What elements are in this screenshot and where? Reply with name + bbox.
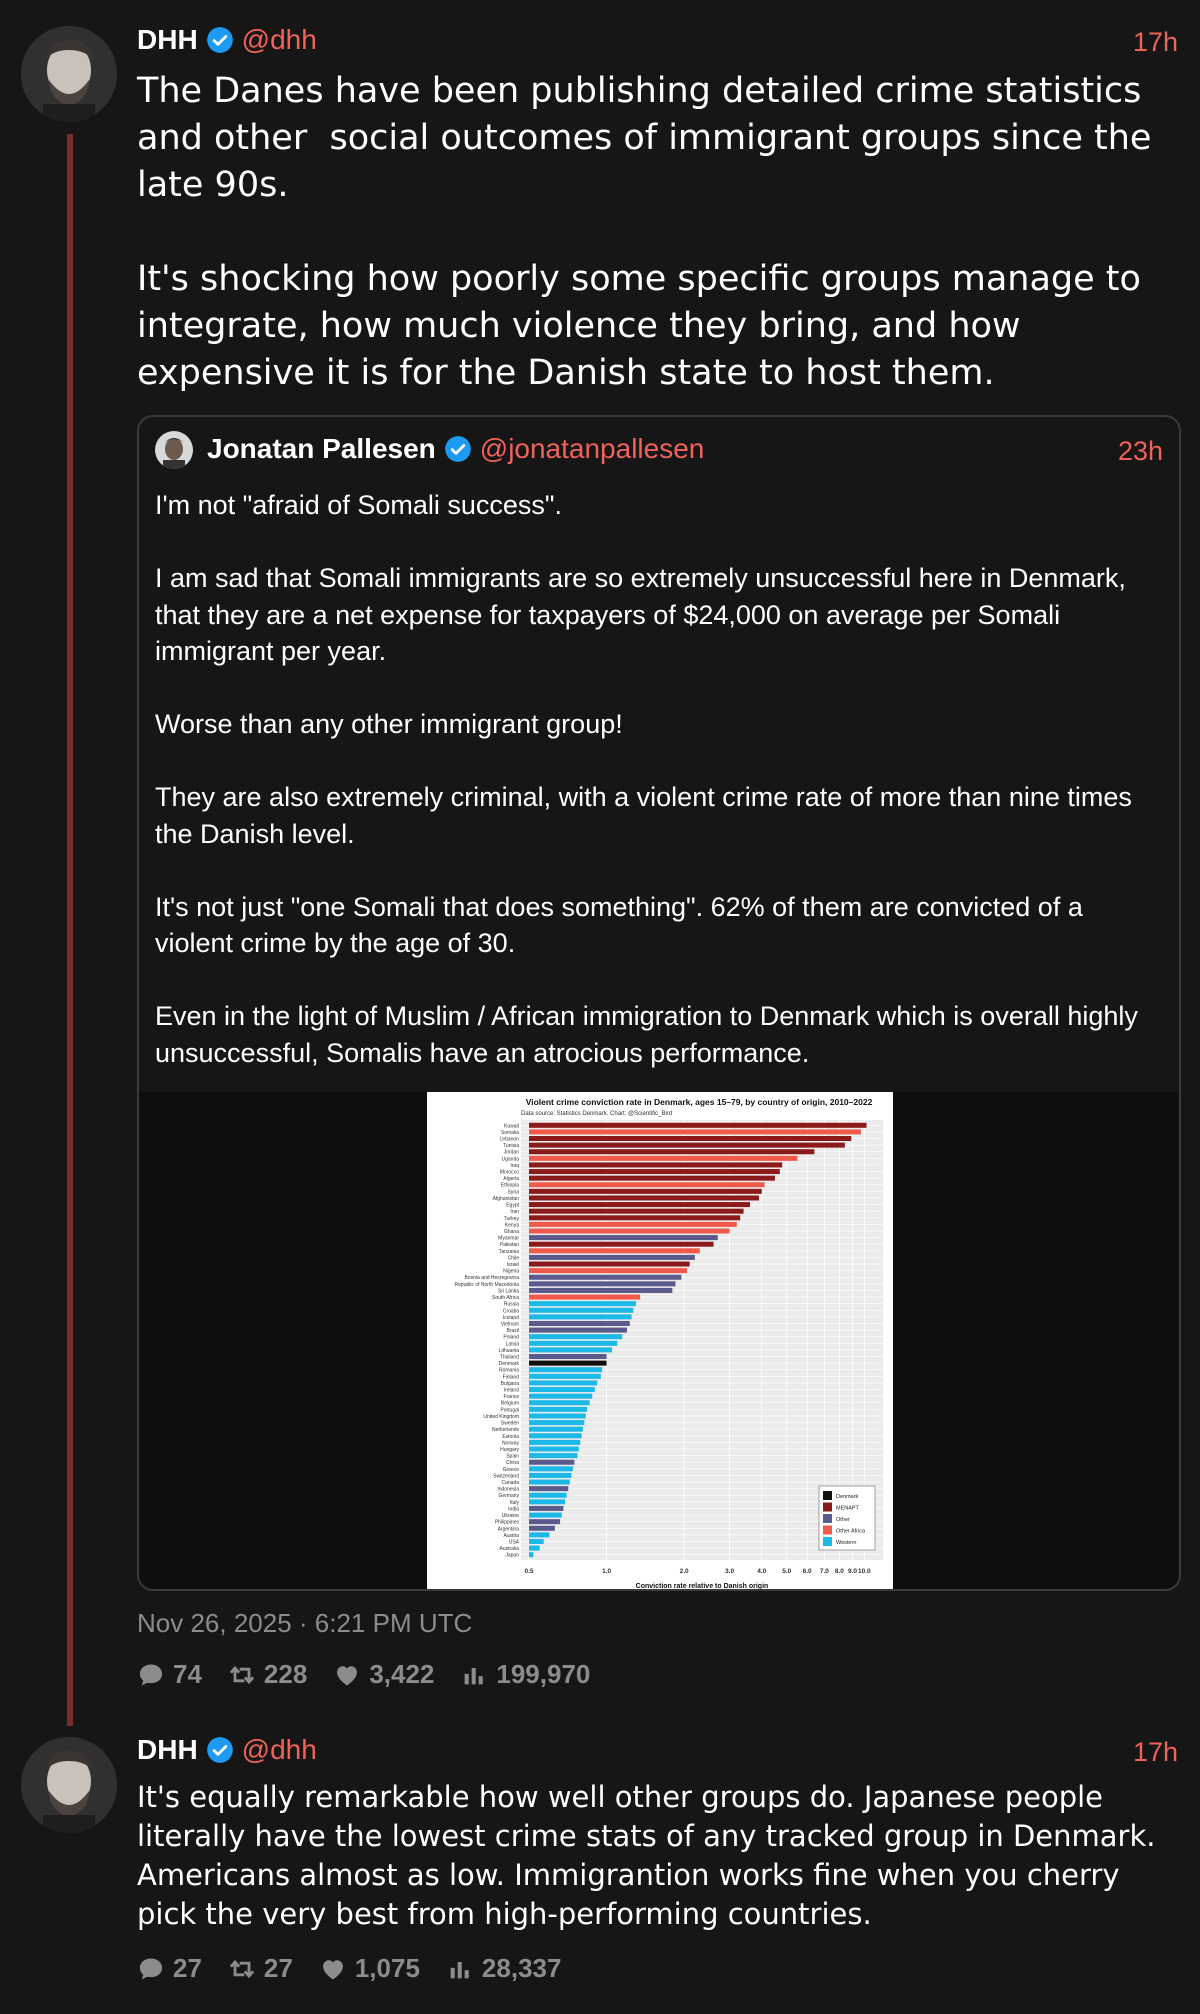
bar-tunisia — [529, 1143, 845, 1148]
bar-bulgaria — [529, 1380, 597, 1385]
bar-japan — [529, 1552, 533, 1557]
bar-denmark — [529, 1361, 607, 1366]
avatar-portrait — [21, 26, 117, 122]
like-button[interactable] — [319, 1953, 420, 1984]
legend-label: MENAPT — [836, 1505, 859, 1512]
category-label: Lithuania — [498, 1347, 519, 1354]
views-icon — [460, 1661, 488, 1689]
heart-icon — [319, 1955, 347, 1983]
retweet-icon — [228, 1955, 256, 1983]
bar-croatia — [529, 1308, 633, 1313]
bar-ghana — [529, 1228, 730, 1233]
category-label: Tanzania — [498, 1248, 519, 1255]
bar-sweden — [529, 1420, 584, 1425]
quote-time[interactable]: 23h — [1117, 436, 1163, 466]
bar-myanmar — [529, 1235, 718, 1240]
category-label: Greece — [502, 1466, 519, 1473]
bar-morocco — [529, 1169, 780, 1174]
comment-icon — [137, 1955, 165, 1983]
legend-swatch — [823, 1503, 832, 1512]
bar-philippines — [529, 1519, 560, 1524]
legend-label: Western — [836, 1540, 857, 1546]
category-label: Hungary — [500, 1446, 519, 1453]
bar-russia — [529, 1301, 636, 1306]
x-tick-label: 10.0 — [858, 1568, 871, 1575]
category-label: Philippines — [494, 1519, 519, 1526]
chart-x-ticks — [524, 1568, 871, 1575]
bar-bosnia-and-herzegovina — [529, 1275, 681, 1280]
quote-author-name[interactable]: Jonatan Pallesen — [207, 433, 436, 464]
category-label: Poland — [503, 1334, 519, 1341]
bar-israel — [529, 1262, 690, 1267]
bar-chart[interactable] — [427, 1092, 893, 1591]
category-label: Romania — [498, 1367, 519, 1374]
chart-subtitle: Data source: Statistics Denmark. Chart: @Scientific_Bird — [521, 1111, 673, 1117]
quote-author-handle[interactable]: @jonatanpallesen — [479, 433, 705, 464]
bar-estonia — [529, 1433, 582, 1438]
bar-somalia — [529, 1129, 861, 1134]
bar-spain — [529, 1453, 577, 1458]
category-label: Italy — [509, 1499, 519, 1506]
quoted-tweet[interactable] — [137, 415, 1181, 1591]
like-button[interactable] — [333, 1659, 434, 1690]
category-label: India — [508, 1506, 519, 1513]
category-label: Belgium — [500, 1400, 519, 1407]
tweet-stats — [137, 1659, 590, 1690]
bar-jordan — [529, 1149, 814, 1154]
bar-tanzania — [529, 1248, 700, 1253]
x-tick-label: 8.0 — [834, 1568, 844, 1575]
legend-swatch — [823, 1537, 832, 1546]
bar-south-africa — [529, 1295, 640, 1300]
author-handle[interactable]: @dhh — [241, 1734, 317, 1765]
retweet-count: 27 — [263, 1953, 293, 1983]
category-label: Vietnam — [500, 1321, 519, 1328]
bar-turkey — [529, 1215, 740, 1220]
category-label: Pakistan — [499, 1242, 519, 1249]
author-handle[interactable]: @dhh — [241, 24, 317, 55]
bar-india — [529, 1506, 563, 1511]
views-button[interactable] — [460, 1659, 590, 1690]
bar-syria — [529, 1189, 762, 1194]
retweet-button[interactable] — [228, 1659, 307, 1690]
category-label: Latvia — [505, 1341, 519, 1348]
category-label: Croatia — [502, 1308, 519, 1315]
views-count: 199,970 — [496, 1659, 591, 1689]
category-label: Netherlands — [492, 1427, 519, 1434]
category-label: Austria — [503, 1532, 519, 1539]
x-tick-label: 5.0 — [782, 1568, 792, 1575]
quote-text: I'm not "afraid of Somali success". I am sad that Somali immigrants are so extremely unsuccessful here in Denmark, that they are a net expense for taxpayers of $24,000 on average per Somali immigrant per year. Worse than any other immigrant group! They are also extremely criminal, with a violent crime rate of more than nine times the Danish level. It's not just "one Somali that does something". 62% of them are convicted of a violent crime by the age of 30. Even in the light of Muslim / African immigration to Denmark which is overall highly unsuccessful, Somalis have an atrocious performance. — [155, 490, 1138, 1068]
category-label: France — [503, 1394, 519, 1401]
bar-brazil — [529, 1328, 627, 1333]
retweet-button[interactable] — [228, 1953, 293, 1984]
bar-switzerland — [529, 1473, 571, 1478]
bar-netherlands — [529, 1427, 583, 1432]
bar-ethiopia — [529, 1182, 765, 1187]
category-label: Somalia — [500, 1129, 519, 1136]
bar-argentina — [529, 1526, 555, 1531]
bar-hungary — [529, 1446, 579, 1451]
tweet-timestamp[interactable]: Nov 26, 2025 · 6:21 PM UTC — [137, 1608, 473, 1638]
bar-iraq — [529, 1162, 782, 1167]
category-label: Norway — [502, 1440, 519, 1447]
bar-vietnam — [529, 1321, 630, 1326]
views-button[interactable] — [446, 1953, 562, 1984]
reply-button[interactable] — [137, 1659, 202, 1690]
category-label: Chile — [507, 1255, 519, 1262]
tweet-text: The Danes have been publishing detailed crime statistics and other social outcomes of immigrant groups since the late 90s. It's shocking how poorly some specific groups manage to integrate, how much violence they bring, and how expensive it is for the Danish state to host them. — [137, 71, 1152, 393]
bar-lebanon — [529, 1136, 851, 1141]
retweet-count: 228 — [263, 1659, 308, 1689]
category-label: Argentina — [497, 1526, 519, 1533]
bar-afghanistan — [529, 1195, 759, 1200]
comment-icon — [137, 1661, 165, 1689]
category-label: South Africa — [492, 1295, 519, 1302]
tweet-time[interactable]: 17h — [1132, 27, 1178, 57]
x-tick-label: 4.0 — [757, 1568, 767, 1575]
category-label: Japan — [505, 1552, 519, 1559]
bar-austria — [529, 1532, 549, 1537]
views-icon — [446, 1955, 474, 1983]
verified-badge-icon — [444, 435, 472, 463]
bar-lithuania — [529, 1347, 612, 1352]
category-label: Thailand — [499, 1354, 519, 1361]
legend-swatch — [823, 1514, 832, 1523]
bar-greece — [529, 1466, 573, 1471]
avatar[interactable] — [21, 26, 117, 122]
reply-button[interactable] — [137, 1953, 202, 1984]
category-label: Iraq — [510, 1162, 519, 1169]
category-label: Egypt — [506, 1202, 519, 1209]
category-label: Lebanon — [499, 1136, 519, 1143]
legend-label: Other Africa — [836, 1528, 866, 1535]
bar-republic-of-north-macedonia — [529, 1281, 675, 1286]
like-count: 1,075 — [354, 1953, 420, 1983]
category-label: Portugal — [500, 1407, 519, 1414]
category-label: Uganda — [501, 1156, 519, 1163]
category-label: Spain — [506, 1453, 519, 1460]
like-count: 3,422 — [369, 1659, 435, 1689]
legend-swatch — [823, 1526, 832, 1535]
bar-finland — [529, 1374, 601, 1379]
bar-romania — [529, 1367, 602, 1372]
category-label: Ethiopia — [500, 1182, 519, 1189]
x-tick-label: 7.0 — [819, 1568, 829, 1575]
quote-media[interactable] — [139, 1092, 1181, 1591]
thread-line — [67, 134, 73, 1726]
category-label: Myanmar — [498, 1235, 519, 1242]
tweet-header — [137, 24, 317, 56]
category-label: Republic of North Macedonia — [454, 1281, 519, 1288]
bar-pakistan — [529, 1242, 714, 1247]
quote-avatar[interactable] — [155, 431, 193, 469]
verified-badge-icon — [206, 26, 234, 54]
category-label: Afghanistan — [492, 1195, 519, 1202]
category-label: United Kingdom — [483, 1413, 519, 1420]
category-label: Ireland — [503, 1387, 519, 1394]
reply-count: 27 — [173, 1953, 202, 1983]
category-label: Israel — [506, 1262, 519, 1269]
quote-header — [207, 433, 704, 465]
avatar-portrait — [21, 1737, 117, 1833]
x-tick-label: 2.0 — [679, 1568, 689, 1575]
chart-legend — [819, 1486, 875, 1550]
category-label: Denmark — [498, 1361, 519, 1368]
bar-australia — [529, 1546, 540, 1551]
bar-germany — [529, 1493, 567, 1498]
quote-avatar-portrait — [155, 431, 193, 469]
legend-label: Other — [836, 1517, 850, 1523]
retweet-icon — [228, 1661, 256, 1689]
bar-united-kingdom — [529, 1413, 586, 1418]
bar-portugal — [529, 1407, 587, 1412]
x-tick-label: 1.0 — [602, 1568, 612, 1575]
bar-iran — [529, 1209, 744, 1214]
bar-sri-lanka — [529, 1288, 672, 1293]
bar-belgium — [529, 1400, 590, 1405]
bar-italy — [529, 1499, 565, 1504]
bar-poland — [529, 1334, 622, 1339]
category-label: Germany — [498, 1493, 519, 1500]
category-label: Estonia — [502, 1433, 519, 1440]
category-label: Kenya — [504, 1222, 519, 1229]
category-label: Australia — [499, 1546, 519, 1553]
category-label: Kuwait — [503, 1123, 519, 1130]
category-label: Ukraine — [501, 1513, 519, 1520]
legend-swatch — [823, 1491, 832, 1500]
x-tick-label: 0.5 — [524, 1568, 534, 1575]
chart-category-labels — [455, 1123, 520, 1558]
x-tick-label: 9.0 — [848, 1568, 858, 1575]
views-count: 28,337 — [481, 1953, 562, 1983]
bar-norway — [529, 1440, 580, 1445]
category-label: Sweden — [500, 1420, 519, 1427]
bar-nigeria — [529, 1268, 687, 1273]
category-label: Bulgaria — [500, 1380, 519, 1387]
bar-chile — [529, 1255, 695, 1260]
chart-x-label: Conviction rate relative to Danish origin — [635, 1583, 769, 1590]
bar-ukraine — [529, 1513, 562, 1518]
author-name[interactable]: DHH — [137, 1734, 198, 1765]
category-label: Nigeria — [503, 1268, 519, 1275]
category-label: Bosnia and Herzegovina — [464, 1275, 519, 1282]
category-label: Finland — [502, 1374, 519, 1381]
bar-indonesia — [529, 1486, 568, 1491]
bar-canada — [529, 1480, 570, 1485]
bar-france — [529, 1394, 592, 1399]
category-label: China — [505, 1460, 519, 1467]
bar-algeria — [529, 1176, 775, 1181]
bar-ireland — [529, 1387, 595, 1392]
bar-iceland — [529, 1314, 632, 1319]
category-label: Canada — [501, 1480, 519, 1487]
legend-label: Denmark — [836, 1494, 859, 1500]
bar-kenya — [529, 1222, 737, 1227]
bar-usa — [529, 1539, 544, 1544]
category-label: Algeria — [503, 1176, 519, 1183]
category-label: USA — [508, 1539, 519, 1546]
reply-count: 74 — [173, 1659, 202, 1689]
category-label: Switzerland — [493, 1473, 519, 1480]
tweet-text: It's equally remarkable how well other groups do. Japanese people literally have the lowest crime stats of any tracked group in Denmark. Americans almost as low. Immigrantion works fine when you cherry pick the very best from high-performing countries. — [137, 1780, 1165, 1931]
category-label: Tunisia — [503, 1143, 519, 1150]
bar-china — [529, 1460, 574, 1465]
category-label: Brazil — [506, 1328, 519, 1335]
bar-uganda — [529, 1156, 797, 1161]
x-tick-label: 6.0 — [802, 1568, 812, 1575]
category-label: Ghana — [503, 1228, 519, 1235]
category-label: Iran — [510, 1209, 519, 1216]
category-label: Indonesia — [497, 1486, 519, 1493]
category-label: Syria — [507, 1189, 519, 1196]
heart-icon — [333, 1661, 361, 1689]
category-label: Turkey — [503, 1215, 519, 1222]
verified-badge-icon — [206, 1736, 234, 1764]
category-label: Sri Lanka — [497, 1288, 519, 1295]
tweet-time[interactable]: 17h — [1132, 1737, 1178, 1767]
chart-title: Violent crime conviction rate in Denmark, ages 15–79, by country of origin, 2010–2022 — [525, 1097, 873, 1107]
bar-thailand — [529, 1354, 607, 1359]
tweet-header — [137, 1734, 317, 1766]
category-label: Russia — [503, 1301, 519, 1308]
bar-kuwait — [529, 1123, 867, 1128]
tweet-stats — [137, 1953, 561, 1984]
avatar[interactable] — [21, 1737, 117, 1833]
category-label: Morocco — [499, 1169, 519, 1176]
bar-latvia — [529, 1341, 617, 1346]
author-name[interactable]: DHH — [137, 24, 198, 55]
category-label: Iceland — [502, 1314, 519, 1321]
x-tick-label: 3.0 — [725, 1568, 735, 1575]
category-label: Jordan — [503, 1149, 519, 1156]
bar-egypt — [529, 1202, 750, 1207]
